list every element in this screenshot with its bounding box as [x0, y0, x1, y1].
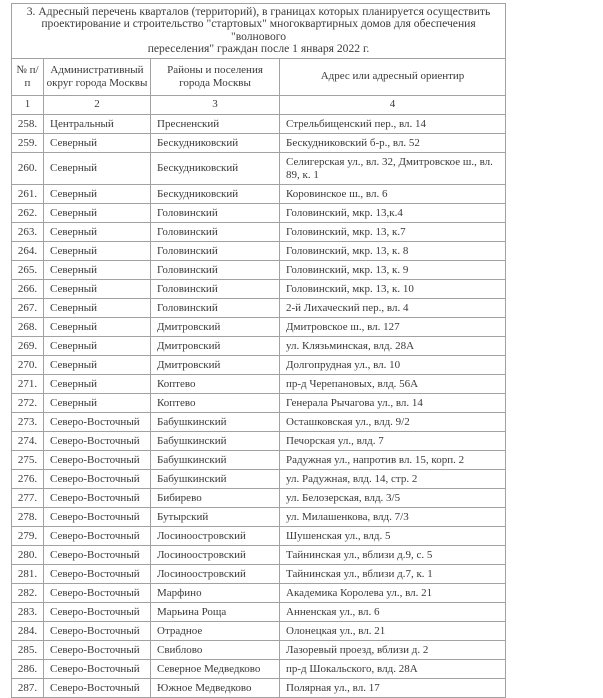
table-row — [12, 412, 506, 431]
address-cell: пр-д Черепановых, влд. 56А — [280, 374, 506, 393]
table-row — [12, 545, 506, 564]
address-cell: Полярная ул., вл. 17 — [280, 678, 506, 697]
row-number-cell: 287. — [12, 678, 44, 697]
row-number-cell: 258. — [12, 114, 44, 133]
okrug-cell: Северо-Восточный — [44, 431, 151, 450]
rayon-cell: Бабушкинский — [151, 450, 280, 469]
address-cell: ул. Радужная, влд. 14, стр. 2 — [280, 469, 506, 488]
rayon-cell: Лосиноостровский — [151, 545, 280, 564]
rayon-cell: Дмитровский — [151, 317, 280, 336]
table-row — [12, 279, 506, 298]
table-row — [12, 564, 506, 583]
table-row — [12, 583, 506, 602]
okrug-cell: Северо-Восточный — [44, 526, 151, 545]
address-cell: Головинский, мкр. 13, к.7 — [280, 222, 506, 241]
rayon-cell: Бескудниковский — [151, 152, 280, 184]
rayon-cell: Бабушкинский — [151, 469, 280, 488]
table-row-partial — [12, 678, 506, 697]
rayon-cell: Бибирево — [151, 488, 280, 507]
column-numbers-row — [12, 95, 506, 114]
address-cell: ул. Клязьминская, влд. 28А — [280, 336, 506, 355]
rayon-cell: Бутырский — [151, 507, 280, 526]
address-cell: ул. Белозерская, влд. 3/5 — [280, 488, 506, 507]
row-number-cell: 259. — [12, 133, 44, 152]
rayon-cell: Дмитровский — [151, 336, 280, 355]
column-number-2: 2 — [44, 95, 151, 114]
address-cell: Бескудниковский б-р., вл. 52 — [280, 133, 506, 152]
row-number-cell: 272. — [12, 393, 44, 412]
table-row — [12, 241, 506, 260]
table-title-line-2: проектирование и строительство "стартовых" многоквартирных домов для обеспечения — [41, 17, 476, 31]
address-cell: Тайнинская ул., вблизи д.7, к. 1 — [280, 564, 506, 583]
table-row — [12, 184, 506, 203]
rayon-cell: Лосиноостровский — [151, 564, 280, 583]
table-row — [12, 659, 506, 678]
okrug-cell: Северный — [44, 222, 151, 241]
table-row — [12, 469, 506, 488]
address-cell: Головинский, мкр. 13, к. 10 — [280, 279, 506, 298]
address-cell: Тайнинская ул., вблизи д.9, с. 5 — [280, 545, 506, 564]
row-number-cell: 285. — [12, 640, 44, 659]
rayon-cell: Бескудниковский — [151, 184, 280, 203]
row-number-cell: 279. — [12, 526, 44, 545]
row-number-cell: 261. — [12, 184, 44, 203]
row-number-cell: 260. — [12, 152, 44, 184]
okrug-cell: Северо-Восточный — [44, 678, 151, 697]
rayon-cell: Дмитровский — [151, 355, 280, 374]
okrug-cell: Северный — [44, 133, 151, 152]
address-cell: Академика Королева ул., вл. 21 — [280, 583, 506, 602]
okrug-cell: Северо-Восточный — [44, 640, 151, 659]
table-row — [12, 488, 506, 507]
okrug-cell: Северо-Восточный — [44, 621, 151, 640]
table-row — [12, 317, 506, 336]
okrug-cell: Северо-Восточный — [44, 450, 151, 469]
table-row — [12, 526, 506, 545]
rayon-cell: Головинский — [151, 279, 280, 298]
rayon-cell: Головинский — [151, 222, 280, 241]
table-row — [12, 260, 506, 279]
address-cell: Шушенская ул., влд. 5 — [280, 526, 506, 545]
row-number-cell: 281. — [12, 564, 44, 583]
address-cell: Генерала Рычагова ул., вл. 14 — [280, 393, 506, 412]
rayon-cell: Бескудниковский — [151, 133, 280, 152]
table-row — [12, 203, 506, 222]
row-number-cell: 262. — [12, 203, 44, 222]
table-header-row — [12, 58, 506, 95]
address-cell: Лазоревый проезд, вблизи д. 2 — [280, 640, 506, 659]
address-cell: Олонецкая ул., вл. 21 — [280, 621, 506, 640]
okrug-cell: Центральный — [44, 114, 151, 133]
address-cell: Головинский, мкр. 13, к. 9 — [280, 260, 506, 279]
okrug-cell: Северный — [44, 260, 151, 279]
row-number-cell: 283. — [12, 602, 44, 621]
row-number-cell: 277. — [12, 488, 44, 507]
table-row — [12, 336, 506, 355]
table-row — [12, 640, 506, 659]
rayon-cell: Головинский — [151, 241, 280, 260]
address-cell: Головинский, мкр. 13,к.4 — [280, 203, 506, 222]
address-cell: Дмитровское ш., вл. 127 — [280, 317, 506, 336]
table-row — [12, 133, 506, 152]
rayon-cell: Северное Медведково — [151, 659, 280, 678]
rayon-cell: Коптево — [151, 393, 280, 412]
rayon-cell: Отрадное — [151, 621, 280, 640]
okrug-cell: Северный — [44, 279, 151, 298]
okrug-cell: Северный — [44, 355, 151, 374]
row-number-cell: 274. — [12, 431, 44, 450]
table-row — [12, 114, 506, 133]
rayon-cell: Марьина Роща — [151, 602, 280, 621]
address-cell: пр-д Шокальского, влд. 28А — [280, 659, 506, 678]
okrug-cell: Северо-Восточный — [44, 507, 151, 526]
row-number-cell: 264. — [12, 241, 44, 260]
row-number-cell: 263. — [12, 222, 44, 241]
table-row — [12, 507, 506, 526]
table-row — [12, 393, 506, 412]
row-number-cell: 265. — [12, 260, 44, 279]
row-number-cell: 273. — [12, 412, 44, 431]
table-row — [12, 222, 506, 241]
rayon-cell: Южное Медведково — [151, 678, 280, 697]
rayon-cell: Лосиноостровский — [151, 526, 280, 545]
column-number-4: 4 — [280, 95, 506, 114]
rayon-cell: Бабушкинский — [151, 431, 280, 450]
address-cell: Стрельбищенский пер., вл. 14 — [280, 114, 506, 133]
address-cell: Осташковская ул., влд. 9/2 — [280, 412, 506, 431]
okrug-cell: Северный — [44, 393, 151, 412]
okrug-cell: Северный — [44, 203, 151, 222]
table-row — [12, 450, 506, 469]
column-header-number: № п/п — [12, 58, 44, 95]
rayon-cell: Головинский — [151, 260, 280, 279]
okrug-cell: Северо-Восточный — [44, 412, 151, 431]
table-title — [12, 4, 506, 59]
table-title-line-3: "волнового — [231, 29, 287, 43]
address-cell: Головинский, мкр. 13, к. 8 — [280, 241, 506, 260]
row-number-cell: 282. — [12, 583, 44, 602]
table-title-line-1: 3. Адресный перечень кварталов (территорий), в границах которых планируется осуществить — [26, 5, 491, 18]
row-number-cell: 270. — [12, 355, 44, 374]
column-header-rayon: Районы и поселения города Москвы — [151, 58, 280, 95]
table-title-line-4: переселения" граждан после 1 января 2022 г. — [147, 42, 370, 56]
okrug-cell: Северо-Восточный — [44, 545, 151, 564]
okrug-cell: Северо-Восточный — [44, 659, 151, 678]
row-number-cell: 275. — [12, 450, 44, 469]
address-cell: 2-й Лихаческий пер., вл. 4 — [280, 298, 506, 317]
okrug-cell: Северо-Восточный — [44, 602, 151, 621]
address-cell: Селигерская ул., вл. 32, Дмитровское ш., вл. 89, к. 1 — [280, 152, 506, 184]
column-header-okrug: Административный округ города Москвы — [44, 58, 151, 95]
okrug-cell: Северный — [44, 298, 151, 317]
okrug-cell: Северный — [44, 184, 151, 203]
okrug-cell: Северный — [44, 241, 151, 260]
row-number-cell: 271. — [12, 374, 44, 393]
rayon-cell: Свиблово — [151, 640, 280, 659]
row-number-cell: 267. — [12, 298, 44, 317]
column-header-address: Адрес или адресный ориентир — [280, 58, 506, 95]
row-number-cell: 286. — [12, 659, 44, 678]
address-cell: Радужная ул., напротив вл. 15, корп. 2 — [280, 450, 506, 469]
row-number-cell: 269. — [12, 336, 44, 355]
table-row — [12, 374, 506, 393]
table-row — [12, 152, 506, 184]
rayon-cell: Головинский — [151, 298, 280, 317]
okrug-cell: Северо-Восточный — [44, 564, 151, 583]
rayon-cell: Пресненский — [151, 114, 280, 133]
okrug-cell: Северо-Восточный — [44, 488, 151, 507]
table-row — [12, 355, 506, 374]
okrug-cell: Северный — [44, 374, 151, 393]
rayon-cell: Бабушкинский — [151, 412, 280, 431]
address-cell: ул. Милашенкова, влд. 7/3 — [280, 507, 506, 526]
address-cell: Долгопрудная ул., вл. 10 — [280, 355, 506, 374]
okrug-cell: Северный — [44, 336, 151, 355]
column-number-3: 3 — [151, 95, 280, 114]
address-cell: Печорская ул., влд. 7 — [280, 431, 506, 450]
row-number-cell: 280. — [12, 545, 44, 564]
okrug-cell: Северо-Восточный — [44, 583, 151, 602]
rayon-cell: Коптево — [151, 374, 280, 393]
table-body — [12, 114, 506, 697]
row-number-cell: 284. — [12, 621, 44, 640]
row-number-cell: 268. — [12, 317, 44, 336]
rayon-cell: Марфино — [151, 583, 280, 602]
address-cell: Анненская ул., вл. 6 — [280, 602, 506, 621]
table-row — [12, 298, 506, 317]
table-title-row — [12, 4, 506, 59]
row-number-cell: 266. — [12, 279, 44, 298]
column-number-1: 1 — [12, 95, 44, 114]
okrug-cell: Северо-Восточный — [44, 469, 151, 488]
table-row — [12, 602, 506, 621]
address-table — [11, 3, 506, 698]
okrug-cell: Северный — [44, 317, 151, 336]
row-number-cell: 278. — [12, 507, 44, 526]
rayon-cell: Головинский — [151, 203, 280, 222]
address-cell: Коровинское ш., вл. 6 — [280, 184, 506, 203]
okrug-cell: Северный — [44, 152, 151, 184]
table-row — [12, 621, 506, 640]
table-row — [12, 431, 506, 450]
row-number-cell: 276. — [12, 469, 44, 488]
